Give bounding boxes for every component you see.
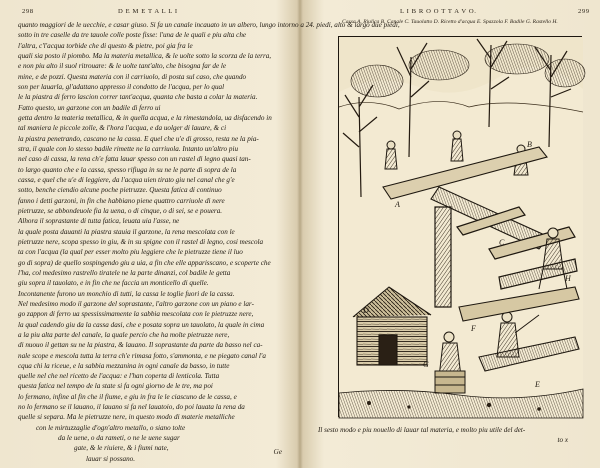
woodcut-letter-c: C: [499, 238, 505, 247]
body-text-line: gate, & le riuiere, & i fiumi nate,: [74, 444, 169, 453]
running-title-right: L I B R O O T T A V O.: [400, 8, 477, 15]
right-page: [300, 0, 600, 468]
body-text-line: ta con l'acqua (la qual per esser molto piu leggiere che le pietruzze tiene il luo: [18, 248, 243, 257]
woodcut-letter-h: H: [565, 274, 571, 283]
body-text-line: la qual cadendo giu da la cassa dasi, che e posata sopra un tauolato, la quale in cima: [18, 320, 265, 329]
body-text-line: cqua chi la riceue, e la sabbia mezzanina in ogni canale da basso, in tutte: [18, 361, 230, 370]
caption-line: Il sesto modo e piu nouello di lauar tal materia, e molto piu utile del det-: [318, 426, 526, 434]
body-text-line: quelle si separa. Ma le pietruzze nere, in questo modo di materie metalliche: [18, 413, 235, 422]
body-text-line: e non piu alto il suol ritrouare: & le uolte tant'alto, che bisogna far de le: [18, 62, 227, 71]
body-text-line: lo fermano, infine al fin che il fiume, e giu in fra le le ciascuno de le cassa, e: [18, 392, 237, 401]
body-text-line: giu sopra il tauolato, e in fin che ne faccia un monticello di quelle.: [18, 279, 209, 288]
body-text-line: no lo fermano se il lauano, il lauano si fa nel lauatoio, do poi lauata la rena da: [18, 403, 245, 412]
body-text-line: go di sopra) de quello sospingendo giu a uia, a fin che elle apparisscano, e scoperte che: [18, 258, 271, 267]
woodcut-letter-g: G: [423, 360, 429, 369]
body-text-line: cassa, e quel che u'e di leggiere, da l'acqua uien tirato giu nel canal che g'e: [18, 175, 235, 184]
woodcut-legend: [342, 19, 582, 26]
body-text-line: nel caso di cassa, la rena ch'e fatta lauar spesso con un rastel di legno quasi tan-: [18, 155, 251, 164]
woodcut-letter-a: A: [395, 200, 400, 209]
body-text-line: go zappon di ferro ua spessissimamente la sabbia mescolata con le pietruzze nere,: [18, 310, 254, 319]
body-text-line: pietruzze, se abbondeuole fia la uena, o di cinque, o di sei, se e pouera.: [18, 206, 223, 215]
body-text-line: Alhora il soprastante di tutta fatica, leuata uia l'asse, ne: [18, 217, 180, 226]
body-text-line: l'ha, col medesimo rastrello tiratele ne la parte dinanzi, col badile le getta: [18, 268, 231, 277]
caption-line: to x: [557, 436, 568, 444]
body-text-line: stra, il quale con lo stesso badile rimette ne la carriuola. Intanto un'altro piu: [18, 144, 239, 153]
legend-line: Cassa A. Riulica B. Canale C. Tauolatto D. Ricetto d'acqua E. Spazzola F. Badile G. Rastello H.: [342, 19, 558, 25]
page-number-right: 299: [578, 8, 590, 15]
body-text-line: quali sia posto il piombo. Ma la materia metallica, & le uolte sotto la scorza de la terra,: [18, 51, 272, 60]
body-text-line: l'altra, c'l'acqua torbide che di questo & pietre, poi gia fra le: [18, 41, 193, 50]
catchword: Ge: [273, 447, 282, 456]
body-text-line: lauar si possano.: [86, 454, 136, 463]
body-text-line: questa fatica nel tempo de la state si fa ogni giorno de le tre, ma poi: [18, 382, 213, 391]
body-text-line: mine, e de pozzi. Questa materia con il carriuolo, di posta sul caso, che quando: [18, 72, 247, 81]
body-text-line: Nel medesimo modo il garzone del soprastante, l'altro garzone con un piano e lar-: [18, 299, 254, 308]
body-text-line: quelle nel che nel ricetto de l'acqua: e l'han coperta di lenticola. Tutta: [18, 372, 220, 381]
left-body-text: [18, 20, 400, 464]
body-text-line: Incontanente furono un monchio di tutti, la cassa le toglie fuori de la cassa.: [18, 289, 235, 298]
body-text-line: nale scope e mescola tutta la terra ch'e rimasa fotto, s'ammonta, e ne piegato canal l'a: [18, 351, 266, 360]
body-text-line: le la piastra di ferro lascion correr tant'acqua, quanta che basta a colar la materia.: [18, 93, 258, 102]
running-title-left: D E M E T A L L I: [118, 8, 178, 15]
body-text-line: sotto in tre caselle da tre tauole colle poste fisse: l'una de le quali e piu alta che: [18, 31, 247, 40]
body-text-line: da le uene, o da rameti, o ne le uene sugar: [58, 434, 180, 443]
body-text-line: tal maniera le piccole zolle, & l'hora l'acqua, e da uolger di lauare, & ci: [18, 124, 227, 133]
woodcut-letter-b: B: [527, 140, 532, 149]
body-text-line: quanto maggiori de le uecchie, e casar giuso. Si fa un canale incauato in un albero, lungo intorno a 24. piedi, alto & largo due piedi,: [18, 21, 400, 29]
page-number-left: 298: [22, 8, 34, 15]
woodcut-letter-d: D: [363, 306, 369, 315]
body-text-line: di nuouo il gettan su ne la piastra, & lauano. Il soprastante da parte da basso nel ca-: [18, 341, 263, 350]
body-text-line: a la piu alta parte del canale, la quale percio che ha molte pietruzze nere,: [18, 330, 230, 339]
body-text-line: Fatto questo, un garzone con un badile di ferro ui: [18, 103, 161, 112]
body-text-line: pietruzze nere, scopa spesso in giu, & in su spigne con il rastel di legno, cosi mescola: [18, 237, 264, 246]
woodcut-caption: [318, 425, 588, 445]
body-text-line: sotto, benche ciendio alcune poche pietruzze. Questa fatica di continuo: [18, 186, 222, 195]
body-text-line: fanno i detti garzoni, in fin che habbiano piene quattro carriuole di nere: [18, 196, 225, 205]
body-text-line: son per lauarla, gl'adattano appresso il condotto de l'acqua, per lo qual: [18, 82, 225, 91]
body-text-line: la piastra penetrando, cascano ne la cassa. E quel che u'e di grosso, resta ne la pia-: [18, 134, 259, 143]
woodcut-illustration: [338, 36, 582, 417]
woodcut-letter-f: F: [471, 324, 476, 333]
body-text-line: getta dentro la materia metallica, & in quella acqua, e la rimestandola, ua disfacendo in: [18, 113, 272, 122]
body-text-line: la quale posta dauanti la piastra stauia il garzone, la rena mescolata con le: [18, 227, 235, 236]
woodcut-letter-e: E: [535, 380, 540, 389]
body-text-line: con le mirtuzzaglie d'ogn'altro metallo, o siano tolte: [36, 423, 186, 432]
body-text-line: to largo quanto che e la cassa, spesso rifiuga in su ne le parte di sopra de la: [18, 165, 237, 174]
woodcut-drawing: [339, 37, 583, 418]
